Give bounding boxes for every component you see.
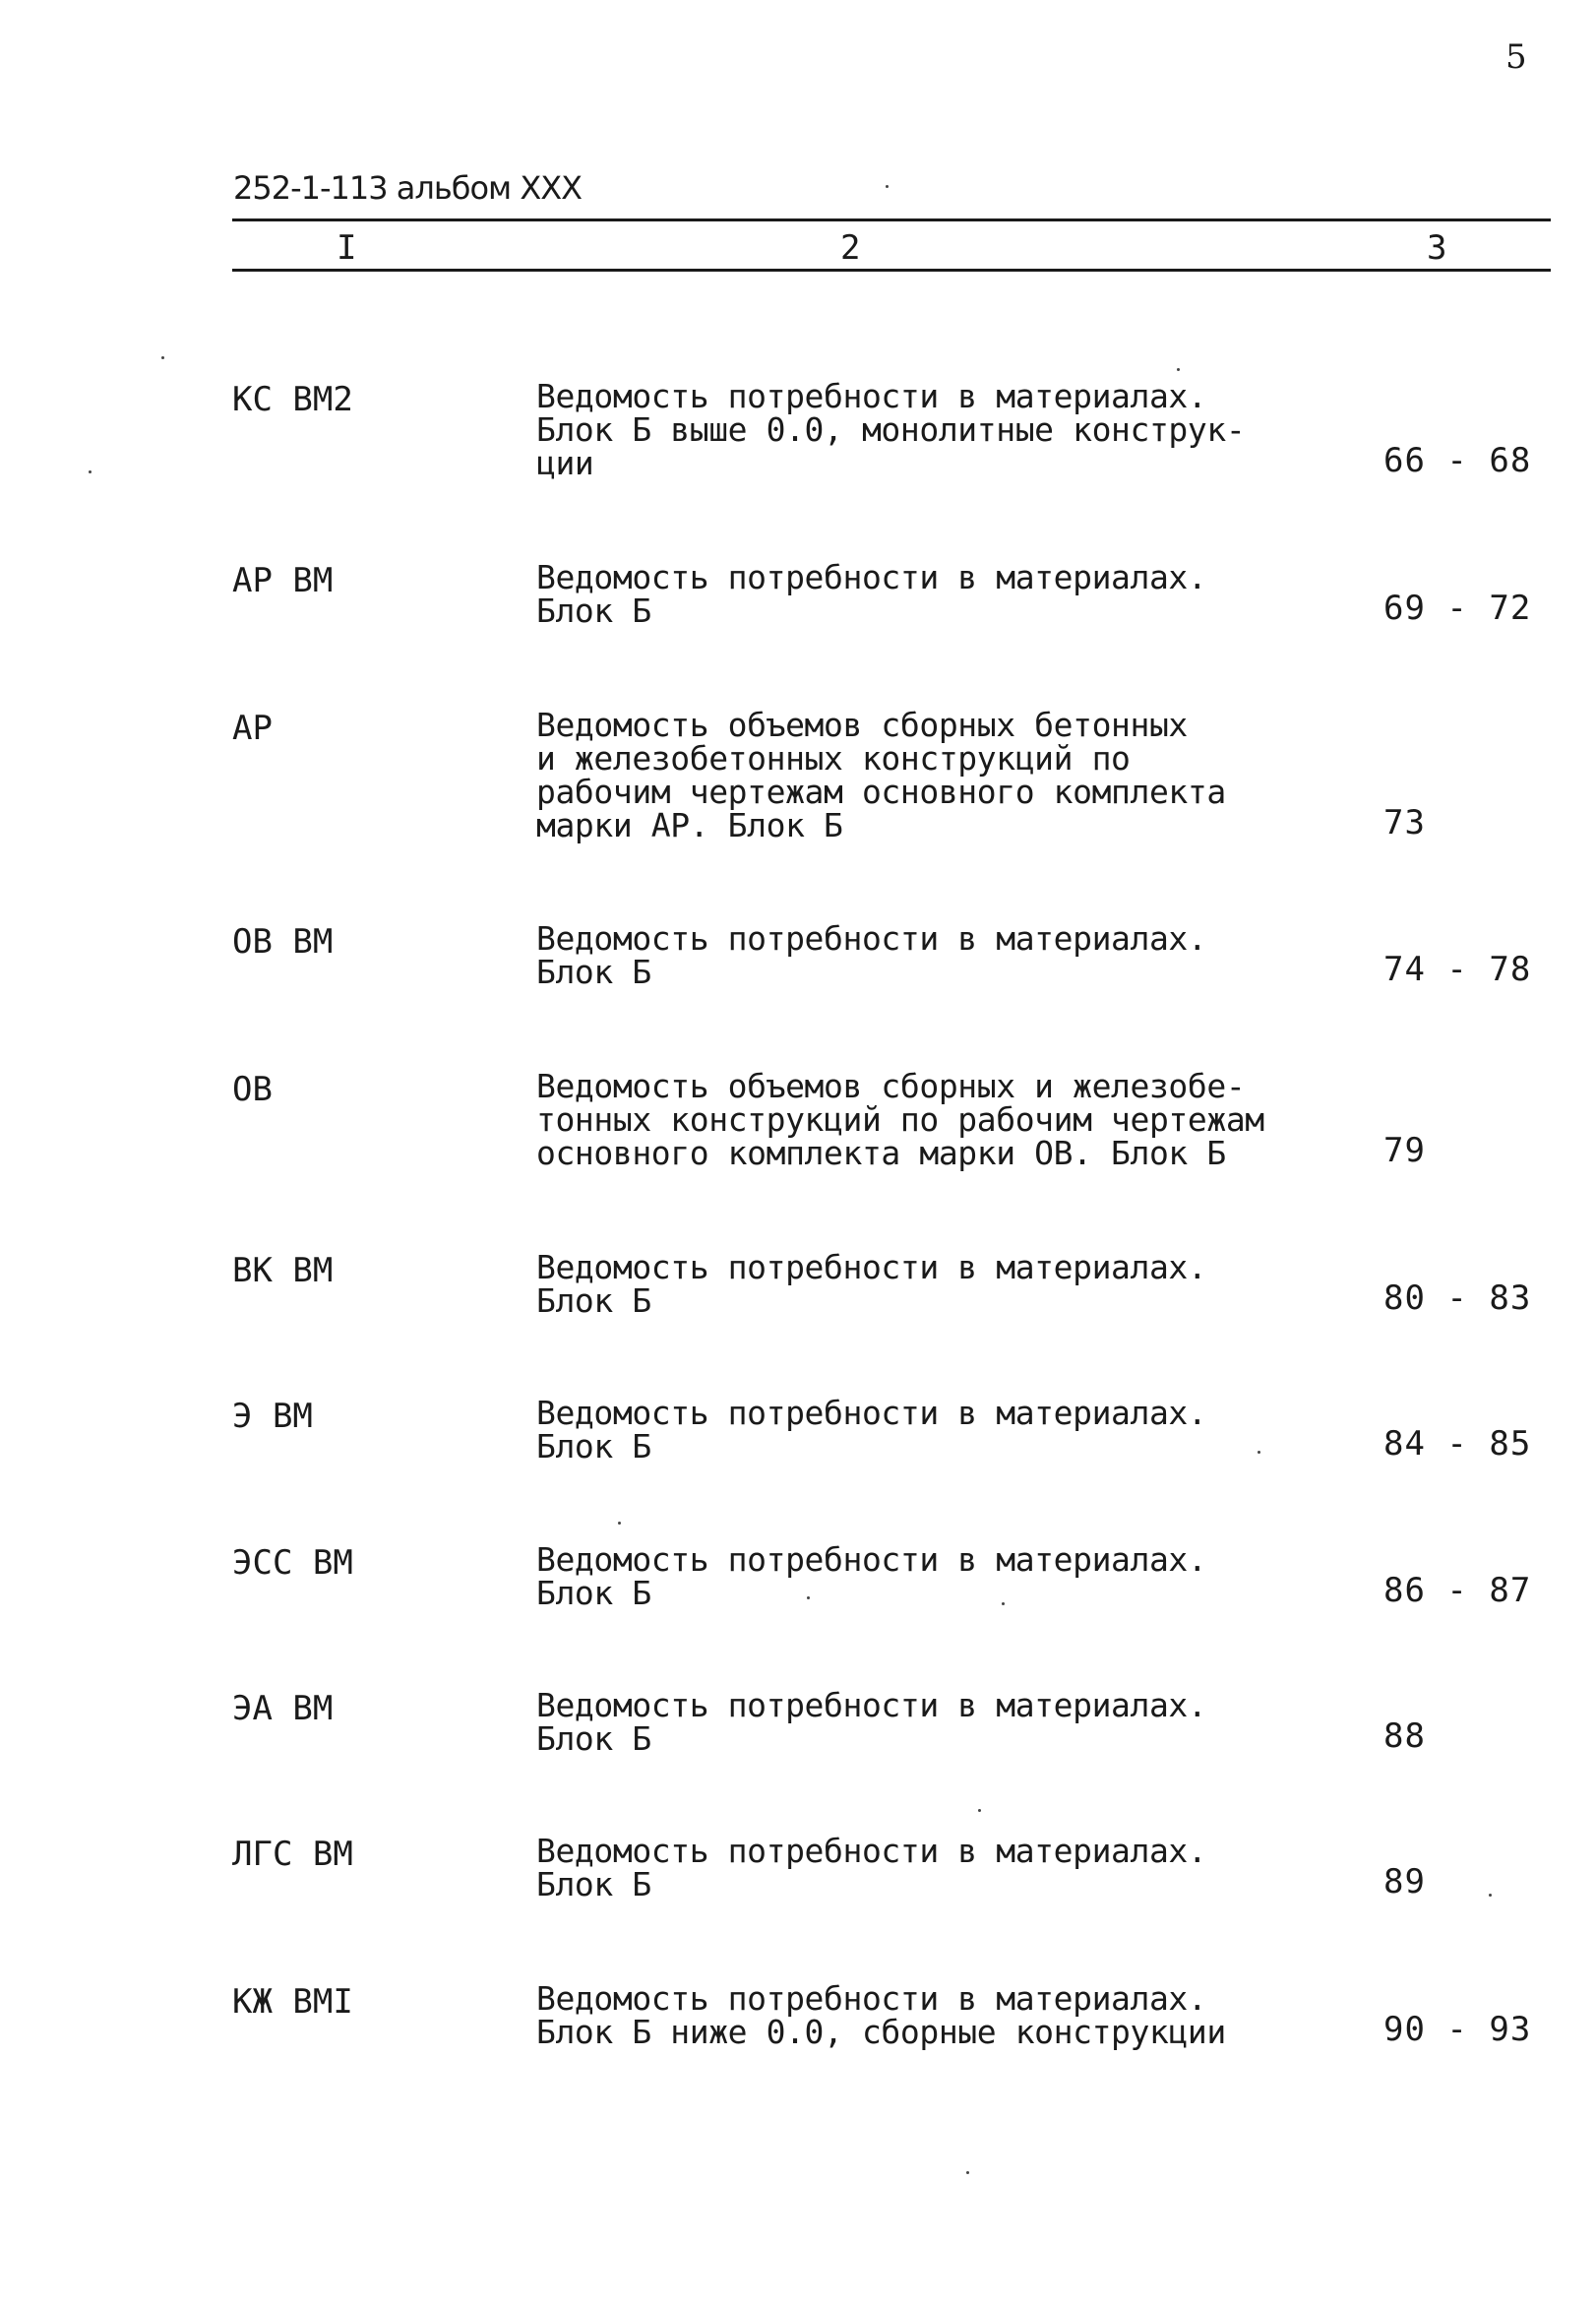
scan-speck (978, 1809, 981, 1812)
row-description (536, 1979, 1323, 2051)
row-pages: 66 - 68 (1383, 441, 1532, 480)
column-header-2: 2 (840, 228, 861, 268)
description-line: марки АР. Блок Б (536, 806, 843, 844)
row-pages: 84 - 85 (1383, 1424, 1532, 1464)
description-line: Блок Б ниже 0.0, сборные конструкции (536, 2013, 1226, 2051)
description-line: рабочим чертежам основного комплекта (536, 773, 1226, 811)
scan-speck (807, 1596, 810, 1599)
description-line: Блок Б (536, 1281, 651, 1320)
row-pages: 69 - 72 (1383, 589, 1532, 628)
description-line: Ведомость потребности в материалах. (536, 919, 1207, 958)
row-description (536, 1067, 1323, 1172)
scan-speck (1002, 1602, 1005, 1605)
description-line: тонных конструкций по рабочим чертежам (536, 1100, 1264, 1139)
row-code: АР (232, 709, 273, 748)
scan-speck (1489, 1894, 1492, 1897)
description-line: Ведомость потребности в материалах. (536, 1979, 1207, 2018)
description-line: Ведомость потребности в материалах. (536, 558, 1207, 596)
row-description (536, 1248, 1323, 1320)
column-header-3: 3 (1427, 228, 1447, 268)
row-description (536, 919, 1323, 991)
scan-speck (618, 1522, 621, 1525)
row-pages: 73 (1383, 803, 1426, 842)
row-code: КЖ ВМI (232, 1982, 353, 2022)
row-code: АР ВМ (232, 561, 334, 600)
scan-speck (1258, 1451, 1260, 1454)
row-pages: 90 - 93 (1383, 2010, 1532, 2049)
description-line: Ведомость потребности в материалах. (536, 1540, 1207, 1579)
row-code: ЭСС ВМ (232, 1543, 353, 1583)
row-code: ОВ ВМ (232, 922, 334, 962)
description-line: Ведомость потребности в материалах. (536, 1394, 1207, 1432)
header-rule-top (232, 218, 1551, 221)
description-line: Блок Б (536, 1574, 651, 1612)
row-pages: 89 (1383, 1862, 1426, 1902)
row-pages: 74 - 78 (1383, 950, 1532, 989)
description-line: Ведомость потребности в материалах. (536, 1248, 1207, 1286)
scan-speck (886, 185, 889, 188)
row-pages: 88 (1383, 1716, 1426, 1756)
row-code: ОВ (232, 1070, 273, 1109)
description-line: Ведомость потребности в материалах. (536, 377, 1207, 415)
description-line: Ведомость потребности в материалах. (536, 1832, 1207, 1870)
header-rule-bottom (232, 269, 1551, 272)
description-line: Ведомость объемов сборных бетонных (536, 706, 1188, 744)
description-line: Блок Б (536, 1427, 651, 1465)
row-code: КС ВМ2 (232, 380, 353, 419)
description-line: Блок Б выше 0.0, монолитные конструк- (536, 410, 1246, 449)
description-line: Ведомость объемов сборных и железобе- (536, 1067, 1246, 1105)
scan-speck (1177, 368, 1180, 371)
row-pages: 79 (1383, 1131, 1426, 1170)
scan-speck (161, 356, 164, 359)
description-line: Ведомость потребности в материалах. (536, 1686, 1207, 1724)
row-description (536, 706, 1323, 844)
row-description (536, 1686, 1323, 1758)
description-line: Блок Б (536, 953, 651, 991)
description-line: Блок Б (536, 1719, 651, 1758)
row-pages: 86 - 87 (1383, 1571, 1532, 1610)
description-line: Блок Б (536, 592, 651, 630)
row-description (536, 377, 1323, 482)
row-pages: 80 - 83 (1383, 1278, 1532, 1318)
row-code: ЭА ВМ (232, 1689, 334, 1728)
description-line: и железобетонных конструкций по (536, 739, 1131, 778)
description-line: основного комплекта марки ОВ. Блок Б (536, 1134, 1226, 1172)
row-description (536, 1394, 1323, 1465)
description-line: Блок Б (536, 1865, 651, 1903)
scan-speck (89, 470, 92, 473)
row-code: ВК ВМ (232, 1251, 334, 1290)
description-line: ции (536, 444, 594, 482)
row-code: ЛГС ВМ (232, 1835, 353, 1874)
row-description (536, 1832, 1323, 1903)
row-description (536, 558, 1323, 630)
column-header-1: I (337, 228, 357, 268)
page-number: 5 (1505, 37, 1527, 77)
row-code: Э ВМ (232, 1397, 313, 1436)
row-description (536, 1540, 1323, 1612)
scan-speck (966, 2171, 969, 2174)
document-code: 252-1-113 альбом XXX (233, 169, 583, 207)
